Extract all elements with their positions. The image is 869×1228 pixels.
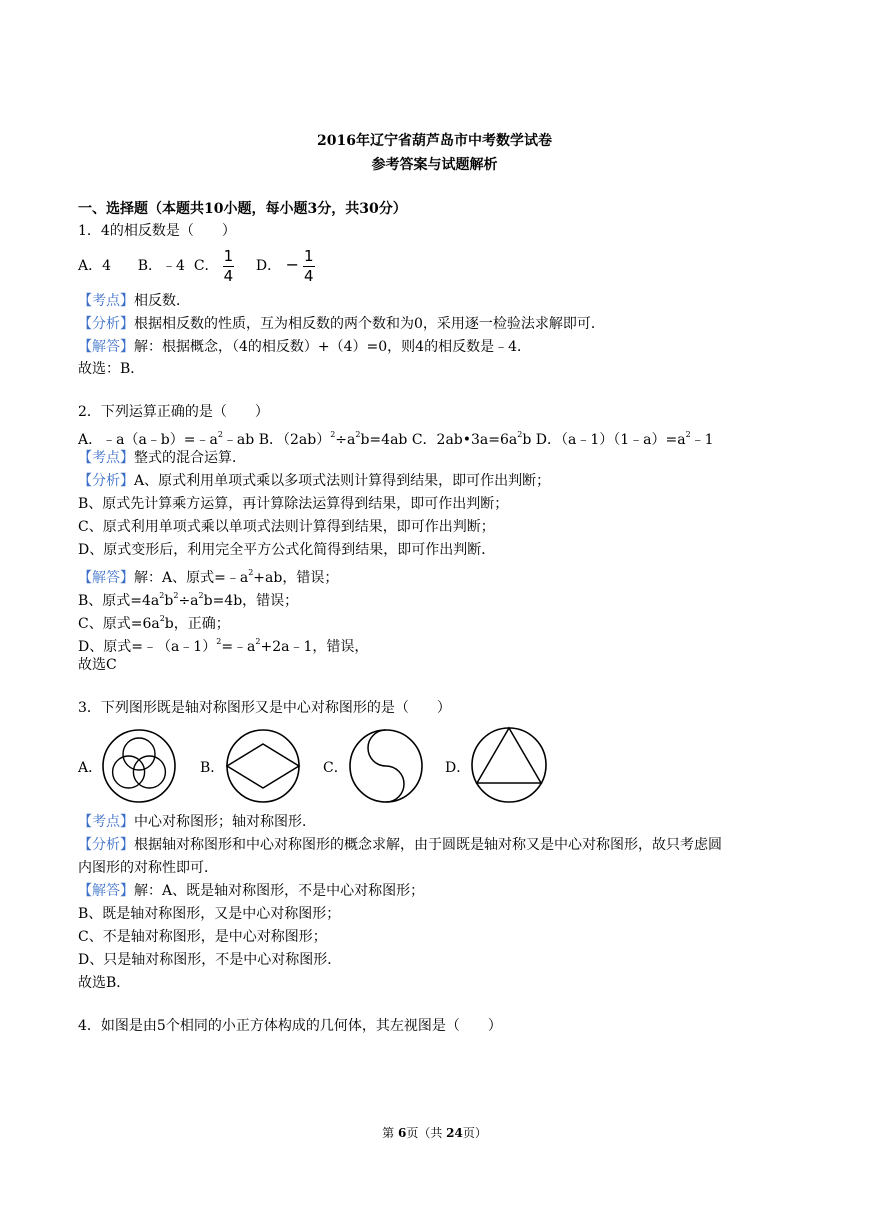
minus-sign: − <box>285 255 300 274</box>
q3-figure-a <box>97 727 181 805</box>
page-footer: 第 6页（共 24页） <box>382 1126 487 1140</box>
q3-label-b: B． <box>200 760 225 776</box>
q3-jieda-b: B、既是轴对称图形，又是中心对称图形； <box>78 906 341 922</box>
q3-label-a: A． <box>78 760 103 776</box>
section-heading: 一、选择题（本题共10小题，每小题3分，共30分） <box>78 201 407 217</box>
q3-figure-c <box>344 727 428 805</box>
q1-answer: 故选：B． <box>78 361 145 377</box>
q2-jieda: 【解答】解：A、原式$=﹣a^2+ab$，错误； <box>78 568 339 586</box>
q3-fenxi-2: 内图形的对称性即可． <box>78 860 218 876</box>
q1-fenxi: 【分析】根据相反数的性质，互为相反数的两个数和为0，采用逐一检验法求解即可． <box>78 316 605 332</box>
q3-kaodian: 【考点】中心对称图形；轴对称图形． <box>78 814 316 830</box>
q2-stem: 2．下列运算正确的是（ ） <box>78 404 269 420</box>
q1-jieda: 【解答】解：根据概念，（4的相反数）+（4）=0，则4的相反数是﹣4． <box>78 339 531 355</box>
q3-stem: 3．下列图形既是轴对称图形又是中心对称图形的是（ ） <box>78 700 451 716</box>
q4-stem: 4．如图是由5个相同的小正方体构成的几何体，其左视图是（ ） <box>78 1018 502 1034</box>
q3-label-c: C． <box>323 760 348 776</box>
q2-fenxi-d: D、原式变形后，利用完全平方公式化简得到结果，即可作出判断． <box>78 542 496 558</box>
q1-option-a: A．4 <box>78 258 112 274</box>
q3-jieda-c: C、不是轴对称图形，是中心对称图形； <box>78 929 327 945</box>
q1-option-b: B．﹣4 <box>137 258 185 274</box>
q3-answer: 故选B． <box>78 975 131 991</box>
page-title: 2016年辽宁省葫芦岛市中考数学试卷 <box>317 133 552 149</box>
q3-figure-d <box>466 724 552 806</box>
page-total: 24 <box>446 1126 463 1140</box>
q2-answer: 故选C <box>78 657 117 673</box>
q2-options: A．$﹣a(a﹣b)=﹣a^2﹣ab$ B．$(2ab)^2\div a^2b=4ab$ C．$2ab•3a=6a^2b$ D．$(a﹣1)(1﹣a)=a^2﹣1$ <box>78 430 714 448</box>
q2-fenxi-b: B、原式先计算乘方运算，再计算除法运算得到结果，即可作出判断； <box>78 496 509 512</box>
q1-kaodian: 【考点】相反数． <box>78 293 190 309</box>
q3-jieda: 【解答】解：A、既是轴对称图形，不是中心对称图形； <box>78 883 425 899</box>
page-subtitle: 参考答案与试题解析 <box>371 157 498 173</box>
q2-fenxi: 【分析】A、原式利用单项式乘以多项式法则计算得到结果，即可作出判断； <box>78 473 551 489</box>
q2-jieda-c: C、原式$=6a^2b$，正确； <box>78 614 230 632</box>
q2-jieda-b: B、原式$=4a^2b^2\div a^2b=4b$，错误； <box>78 591 299 609</box>
q2-fenxi-c: C、原式利用单项式乘以单项式法则计算得到结果，即可作出判断； <box>78 519 495 535</box>
q3-figure-b <box>221 727 305 805</box>
q1-option-d: D． <box>255 258 282 274</box>
page-number: 6 <box>397 1126 407 1140</box>
q3-label-d: D． <box>445 760 471 776</box>
fraction-one-quarter: $\frac{1}{4}$ <box>223 246 234 285</box>
q1-options <box>78 246 319 284</box>
q3-jieda-d: D、只是轴对称图形，不是中心对称图形． <box>78 952 342 968</box>
fraction-one-quarter-neg: $\frac{1}{4}$ <box>304 246 314 285</box>
q3-fenxi: 【分析】根据轴对称图形和中心对称图形的概念求解，由于圆既是轴对称又是中心对称图形，故只考虑圆 <box>78 837 722 853</box>
q1-option-c: C． <box>193 258 219 274</box>
q2-jieda-d: D、原式$=﹣(a﹣1)^2=﹣a^2+2a﹣1$，错误， <box>78 637 369 655</box>
q2-kaodian: 【考点】整式的混合运算． <box>78 450 246 466</box>
q1-stem: 1．4的相反数是（ ） <box>78 223 236 239</box>
